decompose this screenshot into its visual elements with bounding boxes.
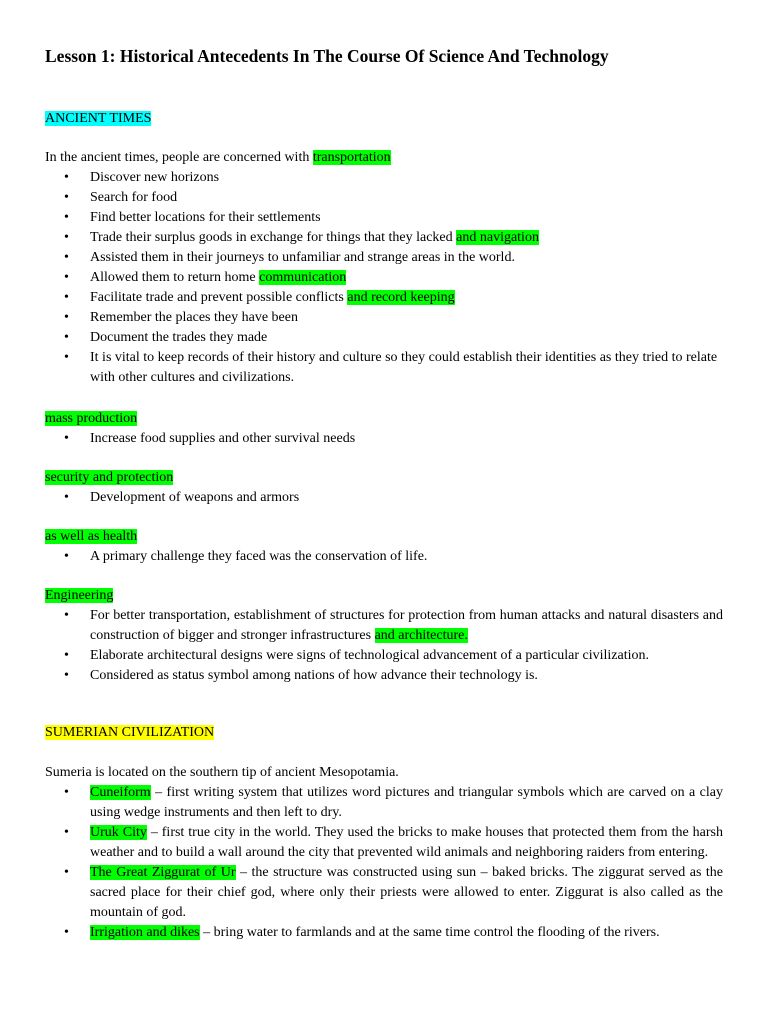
list-item-text: Discover new horizons [90,170,220,185]
mass-production-section [45,409,723,449]
ancient-list [45,168,723,388]
list-item-text: Trade their surplus goods in exchange for things that they lacked [90,230,457,245]
list-item-text: For better transportation, establishment of structures for protection from human attacks and natural disasters and construction of bigger and stronger infrastructures [90,608,723,643]
list-item [45,646,723,666]
list-item [45,547,723,567]
list-item [45,208,723,228]
engineering-section [45,586,723,686]
engineering-list [45,606,723,686]
list-item [45,863,723,923]
health-section [45,527,723,567]
ancient-intro-text: In the ancient times, people are concerned with [45,150,313,165]
list-item-text: Considered as status symbol among nations of how advance their technology is. [90,668,538,683]
security-list [45,488,723,508]
list-item [45,666,723,686]
list-item-text: Development of weapons and armors [90,490,300,505]
list-item-highlight: and record keeping [347,290,455,305]
list-item-text: Remember the places they have been [90,310,298,325]
list-item-highlight: communication [259,270,347,285]
sumerian-section [45,763,723,943]
list-item [45,429,723,449]
list-item [45,606,723,646]
ancient-times-heading-text: ANCIENT TIMES [45,111,152,126]
list-item-text: It is vital to keep records of their history and culture so they could establish their identities as they tried to relate with other cultures and civilizations. [90,350,718,385]
list-item [45,488,723,508]
list-item [45,823,723,863]
mass-production-heading: mass production [45,411,138,426]
list-item-text: Search for food [90,190,178,205]
sumerian-list [45,783,723,943]
list-item-highlight: and navigation [456,230,539,245]
list-item [45,923,723,943]
engineering-heading: Engineering [45,588,114,603]
security-heading: security and protection [45,470,174,485]
list-item-highlight: Irrigation and dikes [90,925,200,940]
ancient-times-section [45,148,723,388]
list-item [45,348,723,388]
list-item [45,328,723,348]
list-item-text: Allowed them to return home [90,270,260,285]
list-item [45,168,723,188]
list-item-text: – first writing system that utilizes word pictures and triangular symbols which are carved on a clay using wedge instruments and then left to dry. [90,785,723,820]
list-item-highlight: and architecture. [374,628,468,643]
list-item [45,308,723,328]
ancient-intro-highlight: transportation [312,150,391,165]
list-item-text: Find better locations for their settlements [90,210,321,225]
list-item [45,783,723,823]
list-item-text: Increase food supplies and other survival needs [90,431,356,446]
list-item-text: A primary challenge they faced was the conservation of life. [90,549,428,564]
health-list [45,547,723,567]
list-item [45,248,723,268]
ancient-times-heading [45,109,723,129]
sumerian-heading [45,723,723,743]
lesson-title: Lesson 1: Historical Antecedents In The Course Of Science And Technology [45,46,609,66]
sumerian-intro: Sumeria is located on the southern tip of ancient Mesopotamia. [45,765,399,780]
health-heading: as well as health [45,529,138,544]
mass-production-list [45,429,723,449]
security-section [45,468,723,508]
list-item-text: Facilitate trade and prevent possible conflicts [90,290,348,305]
list-item-highlight: The Great Ziggurat of Ur [90,865,236,880]
ancient-intro [45,148,723,168]
list-item-highlight: Cuneiform [90,785,151,800]
list-item [45,288,723,308]
list-item-highlight: Uruk City [90,825,147,840]
list-item-text: Elaborate architectural designs were signs of technological advancement of a particular civilization. [90,648,649,663]
list-item-text: Assisted them in their journeys to unfamiliar and strange areas in the world. [90,250,515,265]
list-item [45,228,723,248]
sumerian-heading-text: SUMERIAN CIVILIZATION [45,725,215,740]
list-item-text: – first true city in the world. They used the bricks to make houses that protected them from the harsh weather and to build a wall around the city that prevented wild animals and neighboring raiders from entering. [90,825,723,860]
list-item-text: Document the trades they made [90,330,268,345]
list-item [45,188,723,208]
list-item [45,268,723,288]
list-item-text: – the structure was constructed using sun – baked bricks. The ziggurat served as the sacred place for their chief god, where only their priests were allowed to enter. Ziggurat is also called as the mountain of god. [90,865,723,920]
list-item-text: – bring water to farmlands and at the same time control the flooding of the rivers. [199,925,660,940]
